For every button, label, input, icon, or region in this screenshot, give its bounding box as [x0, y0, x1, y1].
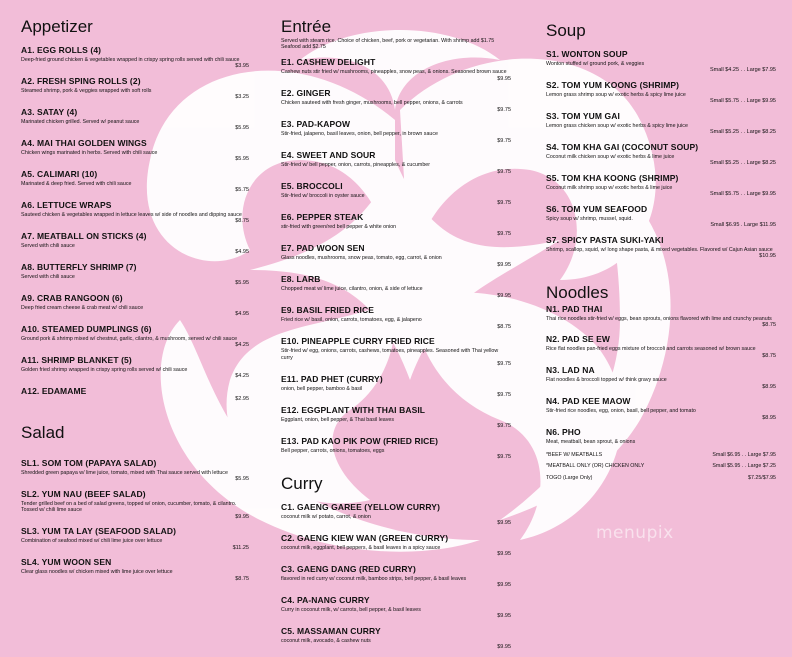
- menu-item-description: onion, bell pepper, bamboo & basil: [281, 385, 363, 392]
- menu-item-price: $9.95: [497, 261, 511, 268]
- menu-item-price: $5.95: [235, 156, 249, 163]
- menu-item-description: Stir-fried rice noodles, egg, onion, basil, bell pepper, and tomato: [546, 408, 696, 415]
- menu-item-price: $5.95: [235, 280, 249, 287]
- menu-item-price: $9.75: [497, 230, 511, 237]
- noodles-menu-item: [546, 365, 776, 390]
- menu-item-name: E6. PEPPER STEAK: [281, 212, 364, 223]
- menu-item-price: Small $5.25 . . Large $8.25: [709, 160, 776, 167]
- menu-item-name: E8. LARB: [281, 274, 321, 285]
- menu-item-name: S6. TOM YUM SEAFOOD: [546, 203, 648, 214]
- menu-item-name: SL2. YUM NAU (BEEF SALAD): [21, 489, 146, 500]
- menu-item-description: Marinated chicken grilled. Served w/ peanut sauce: [21, 118, 140, 125]
- menu-item-price: $9.75: [497, 168, 511, 175]
- pho-options-list: [546, 452, 776, 481]
- curry-menu-item: [281, 626, 511, 651]
- appetizer-menu-item: [21, 169, 249, 194]
- menu-item-name: E3. PAD-KAPOW: [281, 119, 351, 130]
- right-column: [546, 18, 776, 481]
- curry-title: Curry: [281, 474, 323, 494]
- curry-menu-item: [281, 595, 511, 620]
- menu-item-description: Steamed shrimp, pork & veggies wrapped with soft rolls: [21, 87, 152, 94]
- salad-title: Salad: [21, 423, 65, 443]
- entree-menu-item: [281, 212, 511, 237]
- menu-item-name: E2. GINGER: [281, 88, 331, 99]
- soup-menu-item: [546, 173, 776, 198]
- pho-option-label: *BEEF W/ MEATBALLS: [546, 452, 603, 459]
- menu-item-name: C5. MASSAMAN CURRY: [281, 626, 381, 637]
- menu-item-description: Thai rice noodles stir-fried w/ eggs, bean sprouts, onions flavored with lime and crunchy peanuts: [546, 315, 772, 322]
- menu-item-price: $9.95: [497, 520, 511, 527]
- menu-item-description: Eggplant, onion, bell pepper, & Thai basil leaves: [281, 416, 394, 423]
- menu-item-price: Small $4.25 . . Large $7.95: [709, 67, 776, 74]
- menu-item-description: Ground pork & shrimp mixed w/ chestnut, garlic, cilantro, & mushroom, served w/ chili sauce: [21, 335, 238, 342]
- pho-option-price: Small $6.95 . . Large $7.95: [712, 452, 776, 459]
- menu-item-description: Clear glass noodles w/ chicken mixed with lime juice over lettuce: [21, 569, 173, 576]
- menu-item-name: E12. EGGPLANT WITH THAI BASIL: [281, 404, 426, 415]
- menu-item-price: $2.95: [235, 395, 249, 402]
- menupix-watermark: menupix: [596, 523, 674, 543]
- menu-item-price: $9.95: [497, 613, 511, 620]
- menu-item-description: Glass noodles, mushrooms, snow peas, tomato, egg, carrot, & onion: [281, 255, 442, 262]
- curry-menu-item: [281, 502, 511, 527]
- menu-item-name: S3. TOM YUM GAI: [546, 110, 620, 121]
- entree-menu-item: [281, 436, 511, 461]
- menu-item-name: C2. GAENG KIEW WAN (GREEN CURRY): [281, 533, 449, 544]
- menu-item-description: Stir-fried w/ broccoli in oyster sauce: [281, 193, 365, 200]
- menu-item-price: $8.75: [235, 218, 249, 225]
- menu-item-name: S7. SPICY PASTA SUKI-YAKI: [546, 234, 664, 245]
- menu-item-name: S2. TOM YUM KOONG (SHRIMP): [546, 79, 680, 90]
- menu-item-name: E1. CASHEW DELIGHT: [281, 57, 376, 68]
- menu-item-description: Meat, meatball, bean sprout, & onions: [546, 439, 636, 446]
- menu-item-price: $8.75: [497, 323, 511, 330]
- menu-item-price: $4.95: [235, 311, 249, 318]
- salad-menu-item: [21, 458, 249, 483]
- appetizer-menu-item: [21, 324, 249, 349]
- menu-item-name: S5. TOM KHA KOONG (SHRIMP): [546, 172, 679, 183]
- menu-item-description: stir-fried with green/red bell pepper & white onion: [281, 224, 397, 231]
- menu-item-price: $8.75: [235, 575, 249, 582]
- menu-item-description: Served with chili sauce: [21, 242, 75, 249]
- soup-menu-item: [546, 49, 776, 74]
- menu-item-description: Shredded green papaya w/ lime juice, tomato, mixed with Thai sauce served with lettuce: [21, 470, 228, 477]
- menu-item-description: Coconut milk shrimp soup w/ exotic herbs & lime juice: [546, 184, 673, 191]
- curry-list: [281, 502, 511, 651]
- menu-item-name: A8. BUTTERFLY SHRIMP (7): [21, 261, 137, 272]
- menu-item-description: Marinated & deep fried. Served with chili sauce: [21, 180, 132, 187]
- menu-item-description: Stir-fried, jalapeno, basil leaves, onion, bell pepper, in brown sauce: [281, 131, 438, 138]
- menu-item-price: $3.25: [235, 94, 249, 101]
- menu-item-name: A1. EGG ROLLS (4): [21, 45, 102, 55]
- curry-menu-item: [281, 564, 511, 589]
- menu-item-description: Bell pepper, carrots, onions, tomatoes, eggs: [281, 447, 385, 454]
- menu-item-description: Coconut milk chicken soup w/ exotic herbs & lime juice: [546, 153, 675, 160]
- menu-item-price: $9.75: [497, 137, 511, 144]
- noodles-title: Noodles: [546, 282, 609, 302]
- entree-menu-item: [281, 274, 511, 299]
- menu-item-name: E11. PAD PHET (CURRY): [281, 373, 383, 384]
- menu-item-price: $10.95: [759, 253, 776, 260]
- entree-intro: Served with steam rice. Choice of chicken, beef, pork or vegetarian. With shrimp add $1.75 Seafood add $2.75: [281, 38, 495, 51]
- salad-menu-item: [21, 526, 249, 551]
- menu-item-name: N2. PAD SE EW: [546, 334, 610, 345]
- menu-item-price: $9.95: [497, 644, 511, 651]
- appetizer-menu-item: [21, 107, 249, 132]
- entree-menu-item: [281, 150, 511, 175]
- noodles-list: [546, 304, 776, 446]
- soup-menu-item: [546, 235, 776, 260]
- pho-option-price: Small $5.95 . . Large $7.25: [712, 463, 776, 470]
- soup-list: [546, 49, 776, 260]
- menu-item-name: A4. MAI THAI GOLDEN WINGS: [21, 137, 147, 148]
- entree-menu-item: [281, 336, 511, 367]
- menu-item-description: Rice flat noodles pan-fried eggs mixture of broccoli and carrots seasoned w/ brown sauce: [546, 346, 756, 353]
- menu-item-price: $3.95: [235, 63, 249, 70]
- entree-list: [281, 57, 511, 460]
- menu-item-price: $8.95: [762, 383, 776, 390]
- pho-option-label: TOGO (Large Only): [546, 474, 593, 481]
- entree-menu-item: [281, 119, 511, 144]
- salad-menu-item: [21, 557, 249, 582]
- menu-item-name: C1. GAENG GAREE (YELLOW CURRY): [281, 502, 440, 513]
- appetizer-menu-item: [21, 355, 249, 380]
- menu-item-price: Small $6.95 . Large $11.95: [710, 222, 776, 229]
- menu-item-price: $5.95: [235, 125, 249, 132]
- menu-item-description: coconut milk w/ potato, carrot, & onion: [281, 514, 371, 521]
- soup-menu-item: [546, 204, 776, 229]
- menu-item-price: $9.75: [497, 360, 511, 367]
- menu-item-description: Wonton stuffed w/ ground pork, & veggies: [546, 61, 645, 67]
- menu-item-price: $11.25: [232, 544, 249, 551]
- noodles-section: [546, 284, 776, 482]
- menu-item-price: Small $5.75 . . Large $9.95: [709, 98, 776, 105]
- appetizer-menu-item: [21, 231, 249, 256]
- soup-menu-item: [546, 142, 776, 167]
- menu-item-price: $5.95: [235, 476, 249, 483]
- entree-menu-item: [281, 374, 511, 399]
- middle-column: [281, 18, 511, 657]
- menu-item-description: Flat noodles & broccoli topped w/ think gravy sauce: [546, 377, 667, 384]
- menu-item-description: Deep-fried ground chicken & vegetables wrapped in crispy spring rolls served with chili sauce: [21, 57, 240, 63]
- menu-item-description: Stir-fried w/ bell pepper, onion, carrots, pineapples, & cucumber: [281, 162, 430, 169]
- appetizer-menu-item: [21, 45, 249, 70]
- salad-section: [21, 424, 249, 582]
- pho-option-row: [546, 463, 776, 469]
- menu-item-name: N4. PAD KEE MAOW: [546, 396, 631, 407]
- menu-item-name: SL4. YUM WOON SEN: [21, 557, 112, 568]
- salad-menu-item: [21, 489, 249, 520]
- menu-item-description: Stir-fried w/ egg, onions, carrots, cashews, tomatoes, pineapples. Seasoned with Thai yellow curry: [281, 348, 499, 361]
- soup-menu-item: [546, 111, 776, 136]
- menu-item-name: N1. PAD THAI: [546, 303, 603, 314]
- menu-item-price: $9.95: [497, 582, 511, 589]
- noodles-menu-item: [546, 334, 776, 359]
- menu-item-name: A11. SHRIMP BLANKET (5): [21, 354, 132, 365]
- menu-item-name: E4. SWEET AND SOUR: [281, 150, 376, 161]
- left-column: [21, 18, 249, 588]
- menu-item-name: S1. WONTON SOUP: [546, 49, 628, 59]
- appetizer-list: [21, 45, 249, 402]
- pho-option-row: [546, 475, 776, 481]
- menu-item-price: $5.75: [235, 187, 249, 194]
- soup-section: [546, 22, 776, 260]
- menu-item-description: Chicken wings marinated in herbs. Served with chili sauce: [21, 149, 158, 156]
- menu-item-price: $9.95: [497, 292, 511, 299]
- curry-section: [281, 475, 511, 651]
- menu-item-description: Sauteed chicken & vegetables wrapped in lettuce leaves w/ side of noodles and dipping sauce: [21, 211, 242, 218]
- pho-option-row: [546, 452, 776, 458]
- menu-item-description: Lemon grass shrimp soup w/ exotic herbs & spicy lime juice: [546, 91, 686, 98]
- menu-item-description: Spicy soup w/ shrimp, mussel, squid.: [546, 215, 633, 222]
- menu-item-price: $4.25: [235, 342, 249, 349]
- menu-item-description: coconut milk, eggplant, bell peppers, & basil leaves in a spicy sauce: [281, 545, 441, 552]
- soup-title: Soup: [546, 21, 586, 40]
- appetizer-menu-item: [21, 138, 249, 163]
- entree-menu-item: [281, 88, 511, 113]
- soup-menu-item: [546, 80, 776, 105]
- menu-item-price: $9.75: [497, 106, 511, 113]
- menu-item-description: Curry in coconut milk, w/ carrots, bell pepper, & basil leaves: [281, 607, 421, 614]
- menu-item-name: SL1. SOM TOM (PAPAYA SALAD): [21, 458, 157, 469]
- menu-item-name: A2. FRESH SPING ROLLS (2): [21, 75, 141, 86]
- appetizer-section: [21, 18, 249, 402]
- menu-item-description: Deep fried cream cheese & crab meat w/ chili sauce: [21, 304, 144, 311]
- menu-item-name: C4. PA-NANG CURRY: [281, 595, 370, 606]
- menu-item-price: $9.95: [235, 513, 249, 520]
- menu-item-price: $9.95: [497, 75, 511, 82]
- menu-item-name: E13. PAD KAO PIK POW (FRIED RICE): [281, 435, 439, 446]
- pho-option-price: $7.25/$7.95: [748, 474, 776, 481]
- menu-item-description: Served with chili sauce: [21, 273, 75, 280]
- curry-menu-item: [281, 533, 511, 558]
- menu-item-name: SL3. YUM TA LAY (SEAFOOD SALAD): [21, 526, 177, 537]
- menu-item-description: Cashew nuts stir fried w/ mushrooms, pineapples, snow peas, & onions. Seasoned brown sauce: [281, 69, 507, 76]
- menu-item-description: Fried rice w/ basil, onion, carrots, tomatoes, egg, & jalapeno: [281, 317, 422, 324]
- menu-item-name: A6. LETTUCE WRAPS: [21, 199, 112, 210]
- appetizer-menu-item: [21, 386, 249, 402]
- pho-option-label: *MEATBALL ONLY (OR) CHICKEN ONLY: [546, 463, 645, 470]
- menu-item-name: S4. TOM KHA GAI (COCONUT SOUP): [546, 141, 699, 152]
- entree-menu-item: [281, 57, 511, 82]
- menu-item-name: A7. MEATBALL ON STICKS (4): [21, 230, 147, 241]
- noodles-menu-item: [546, 304, 776, 329]
- appetizer-menu-item: [21, 293, 249, 318]
- menu-item-description: Chicken sauteed with fresh ginger, mushrooms, bell pepper, onions, & carrots: [281, 100, 463, 107]
- appetizer-menu-item: [21, 76, 249, 101]
- menu-item-name: C3. GAENG DANG (RED CURRY): [281, 564, 416, 575]
- menu-item-price: $9.75: [497, 422, 511, 429]
- menu-item-name: N3. LAD NA: [546, 365, 595, 376]
- menu-item-description: coconut milk, avocado, & cashew nuts: [281, 638, 371, 645]
- appetizer-title: Appetizer: [21, 17, 93, 36]
- menu-item-name: E10. PINEAPPLE CURRY FRIED RICE: [281, 336, 435, 347]
- menu-item-description: Tender grilled beef on a bed of salad greens, topped w/ onion, cucumber, tomato, & cilantro. Tossed w/ chili lime sauce: [21, 501, 237, 514]
- menu-item-price: $4.25: [235, 373, 249, 380]
- menu-item-price: $9.95: [497, 551, 511, 558]
- menu-item-name: N6. PHO: [546, 427, 581, 438]
- menu-item-price: $9.75: [497, 199, 511, 206]
- menu-item-name: A3. SATAY (4): [21, 106, 78, 117]
- appetizer-menu-item: [21, 200, 249, 225]
- menu-item-price: $9.75: [497, 453, 511, 460]
- menu-item-name: E7. PAD WOON SEN: [281, 243, 365, 254]
- menu-item-description: Lemon grass chicken soup w/ exotic herbs & spicy lime juice: [546, 122, 688, 129]
- menu-item-description: Golden fried shrimp wrapped in crispy spring rolls served w/ chili sauce: [21, 366, 188, 373]
- entree-menu-item: [281, 305, 511, 330]
- menu-item-name: E9. BASIL FRIED RICE: [281, 305, 374, 316]
- menu-item-description: Shrimp, scallop, squid, w/ long shape pasta, & mixed vegetables. Flavored w/ Cajun Asian sauce: [546, 246, 773, 253]
- menu-item-name: A9. CRAB RANGOON (6): [21, 292, 123, 303]
- menu-item-price: $9.75: [497, 391, 511, 398]
- menu-item-name: A12. EDAMAME: [21, 385, 87, 396]
- menu-item-description: Chopped meat w/ lime juice, cilantro, onion, & side of lettuce: [281, 286, 423, 293]
- entree-menu-item: [281, 181, 511, 206]
- menu-item-description: Combination of seafood mixed w/ chili lime juice over lettuce: [21, 538, 163, 545]
- entree-menu-item: [281, 405, 511, 430]
- entree-section: [281, 18, 511, 460]
- menu-item-price: $8.75: [762, 352, 776, 359]
- menu-item-name: E5. BROCCOLI: [281, 181, 343, 192]
- menu-item-name: A10. STEAMED DUMPLINGS (6): [21, 323, 152, 334]
- menu-item-name: A5. CALIMARI (10): [21, 168, 98, 179]
- appetizer-menu-item: [21, 262, 249, 287]
- entree-menu-item: [281, 243, 511, 268]
- menu-item-description: flavored in red curry w/ coconut milk, bamboo strips, bell pepper, & basil leaves: [281, 576, 467, 583]
- menu-item-price: $8.95: [762, 414, 776, 421]
- menu-item-price: Small $5.75 . . Large $9.95: [709, 191, 776, 198]
- salad-list: [21, 458, 249, 582]
- noodles-menu-item: [546, 396, 776, 421]
- menu-item-price: Small $5.25 . . Large $8.25: [709, 129, 776, 136]
- entree-title: Entrée: [281, 17, 332, 36]
- menu-item-price: $8.75: [762, 321, 776, 328]
- menu-item-price: $4.95: [235, 249, 249, 256]
- noodles-menu-item: [546, 427, 776, 445]
